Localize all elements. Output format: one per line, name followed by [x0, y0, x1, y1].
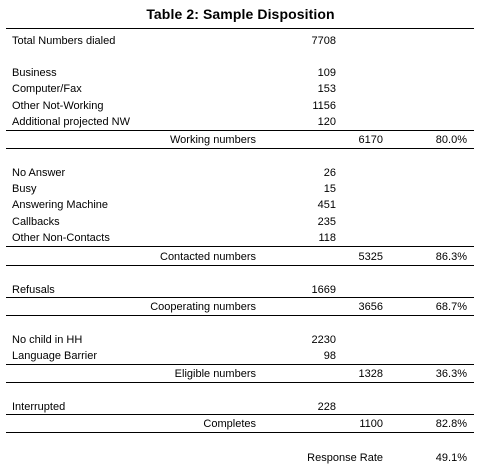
- summary-row-working: [0, 133, 481, 147]
- table-row: [0, 66, 481, 80]
- response-rate-label: Response Rate: [307, 452, 383, 464]
- row-count: 451: [317, 199, 336, 211]
- summary-row-eligible: [0, 367, 481, 381]
- table-row: [0, 182, 481, 196]
- summary-label: Cooperating numbers: [150, 301, 256, 313]
- section-rule: [6, 130, 474, 131]
- section-rule: [6, 265, 474, 266]
- row-label: No Answer: [12, 167, 66, 179]
- summary-percent: 82.8%: [435, 418, 467, 430]
- section-rule: [6, 432, 474, 433]
- summary-percent: 36.3%: [435, 368, 467, 380]
- row-count: 7708: [311, 35, 336, 47]
- row-count: 228: [317, 401, 336, 413]
- summary-label: Eligible numbers: [174, 368, 256, 380]
- row-count: 26: [323, 167, 336, 179]
- row-label: No child in HH: [12, 334, 83, 346]
- table-row: [0, 215, 481, 229]
- table-row: [0, 283, 481, 297]
- summary-count: 6170: [358, 134, 383, 146]
- section-rule: [6, 297, 474, 298]
- table-row: [0, 34, 481, 48]
- table-row: [0, 198, 481, 212]
- summary-row-cooperating: [0, 300, 481, 314]
- table-title: Table 2: Sample Disposition: [146, 6, 335, 22]
- summary-count: 5325: [358, 251, 383, 263]
- summary-row-completes: [0, 417, 481, 431]
- row-label: Other Not-Working: [12, 100, 104, 112]
- row-count: 98: [323, 350, 336, 362]
- row-label: Answering Machine: [12, 199, 108, 211]
- row-count: 1156: [312, 100, 336, 112]
- section-rule: [6, 246, 474, 247]
- row-count: 1669: [311, 284, 336, 296]
- table-row: [0, 333, 481, 347]
- summary-label: Working numbers: [170, 134, 256, 146]
- section-rule: [6, 315, 474, 316]
- table-row: [0, 349, 481, 363]
- row-count: 109: [317, 67, 336, 79]
- response-rate-percent: 49.1%: [435, 452, 467, 464]
- table-row: [0, 400, 481, 414]
- top-rule: [6, 28, 474, 29]
- summary-count: 1100: [359, 418, 383, 430]
- summary-percent: 80.0%: [435, 134, 467, 146]
- row-count: 2230: [311, 334, 336, 346]
- row-label: Additional projected NW: [12, 116, 131, 128]
- row-label: Language Barrier: [12, 350, 98, 362]
- section-rule: [6, 148, 474, 149]
- row-count: 153: [317, 83, 336, 95]
- table-row: [0, 115, 481, 129]
- table-row: [0, 82, 481, 96]
- row-count: 15: [323, 183, 336, 195]
- row-label: Business: [12, 67, 57, 79]
- row-count: 120: [317, 116, 336, 128]
- row-label: Callbacks: [12, 216, 60, 228]
- summary-count: 1328: [358, 368, 383, 380]
- table-row: [0, 166, 481, 180]
- row-count: 235: [317, 216, 336, 228]
- section-rule: [6, 364, 474, 365]
- row-label: Total Numbers dialed: [12, 35, 116, 47]
- summary-row-contacted: [0, 250, 481, 264]
- row-label: Busy: [12, 183, 37, 195]
- row-label: Computer/Fax: [12, 83, 82, 95]
- row-label: Other Non-Contacts: [12, 232, 110, 244]
- summary-percent: 86.3%: [435, 251, 467, 263]
- row-label: Refusals: [12, 284, 55, 296]
- table-row: [0, 99, 481, 113]
- summary-label: Contacted numbers: [160, 251, 256, 263]
- row-count: 118: [318, 232, 336, 244]
- section-rule: [6, 382, 474, 383]
- row-label: Interrupted: [12, 401, 66, 413]
- table-row: [0, 231, 481, 245]
- summary-count: 3656: [358, 301, 383, 313]
- summary-percent: 68.7%: [435, 301, 467, 313]
- summary-label: Completes: [203, 418, 256, 430]
- section-rule: [6, 414, 474, 415]
- response-rate-row: [0, 451, 481, 465]
